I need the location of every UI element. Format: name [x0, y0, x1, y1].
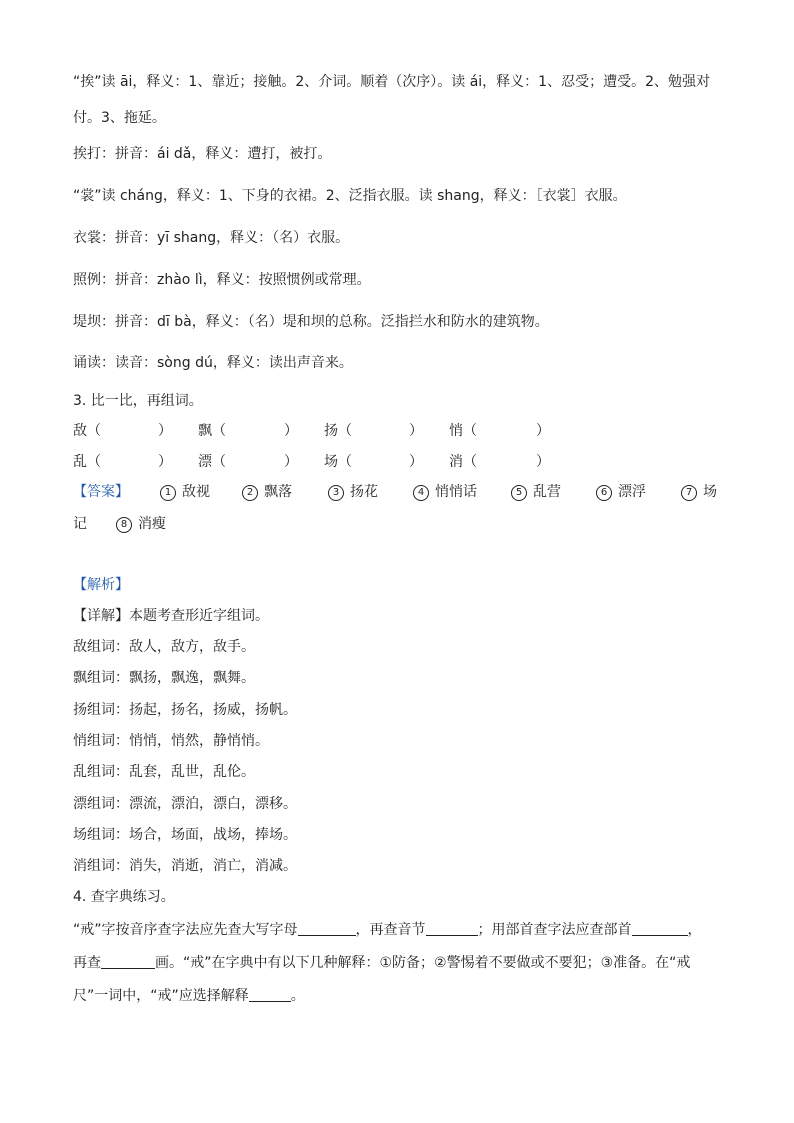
q4-line-1: “戒”字按音序查字法应先查大写字母 ，再查音节 ；用部首查字法应查部首 ，	[73, 922, 702, 938]
compare-char: 乱（	[73, 454, 101, 470]
compare-row-1	[0, 421, 794, 441]
group-line: 消组词：消失，消逝，消亡，消减。	[73, 858, 297, 874]
detail-label: 【详解】	[73, 608, 129, 624]
detail-text: 本题考查形近字组词。	[129, 608, 269, 624]
group-line: 漂组词：漂流，漂泊，漂白，漂移。	[73, 796, 297, 812]
group-line: 扬组词：扬起，扬名，扬威，扬帆。	[73, 702, 297, 718]
q4-line-2: 再查 画。“戒”在字典中有以下几种解释：①防备；②警惕着不要做或不要犯；③准备。在“戒	[73, 955, 691, 971]
answer-blank[interactable]	[426, 921, 478, 936]
compare-bracket: ）	[158, 454, 172, 470]
group-line: 敌组词：敌人，敌方，敌手。	[73, 639, 255, 655]
text-line: 挨打：拼音：ái dǎ，释义：遭打，被打。	[73, 146, 332, 162]
compare-char: 飘（	[198, 423, 226, 439]
text-line: “裳”读 cháng，释义：1、下身的衣裙。2、泛指衣服。读 shang，释义：［衣裳］衣服。	[73, 188, 627, 204]
compare-bracket: ）	[409, 423, 423, 439]
group-line: 飘组词：飘扬，飘逸，飘舞。	[73, 670, 255, 686]
compare-bracket: ）	[536, 454, 550, 470]
compare-bracket: ）	[409, 454, 423, 470]
analysis-label: 【解析】	[73, 577, 129, 593]
compare-char: 场（	[324, 454, 352, 470]
compare-bracket: ）	[284, 454, 298, 470]
text-line: 照例：拼音：zhào lì，释义：按照惯例或常理。	[73, 272, 371, 288]
compare-bracket: ）	[284, 423, 298, 439]
compare-char: 悄（	[449, 423, 477, 439]
answer-blank[interactable]	[298, 921, 356, 936]
answer-item: 5 乱营	[511, 482, 561, 502]
text-line: “挨”读 āi，释义：1、靠近；接触。2、介词。顺着（次序）。读 ái，释义：1、忍受；遭受。2、勉强对	[73, 74, 710, 90]
text-line: 付。3、拖延。	[73, 110, 166, 126]
compare-row-2	[0, 452, 794, 472]
compare-char: 漂（	[198, 454, 226, 470]
answer-blank[interactable]	[249, 987, 291, 1002]
answer-blank[interactable]	[632, 921, 688, 936]
answer-item: 1 敌视	[160, 482, 210, 502]
compare-char: 敌（	[73, 423, 101, 439]
answer-blank[interactable]	[101, 954, 155, 969]
answer-item: 6 漂浮	[596, 482, 646, 502]
compare-bracket: ）	[536, 423, 550, 439]
detail-line	[73, 606, 269, 626]
compare-char: 扬（	[324, 423, 352, 439]
group-line: 乱组词：乱套，乱世，乱伦。	[73, 764, 255, 780]
group-line: 悄组词：悄悄，悄然，静悄悄。	[73, 733, 269, 749]
question-title: 3. 比一比，再组词。	[73, 393, 203, 409]
text-line: 诵读：读音：sòng dú，释义：读出声音来。	[73, 355, 353, 371]
text-line: 堤坝：拼音：dī bà，释义：（名）堤和坝的总称。泛指拦水和防水的建筑物。	[73, 314, 549, 330]
answer-continuation: 记	[73, 516, 87, 532]
q4-line-3: 尺”一词中，“戒”应选择解释 。	[73, 988, 305, 1004]
compare-bracket: ）	[158, 423, 172, 439]
question-title: 4. 查字典练习。	[73, 889, 175, 905]
text-line: 衣裳：拼音：yī shang，释义：（名）衣服。	[73, 230, 350, 246]
answer-item: 4 悄悄话	[413, 482, 477, 502]
answer-item: 8 消瘦	[116, 514, 166, 534]
compare-char: 消（	[449, 454, 477, 470]
answer-item: 2 飘落	[242, 482, 292, 502]
answer-label: 【答案】	[73, 484, 129, 500]
answer-item: 3 扬花	[328, 482, 378, 502]
group-line: 场组词：场合，场面，战场，捧场。	[73, 827, 297, 843]
answer-item: 7 场	[681, 482, 717, 502]
